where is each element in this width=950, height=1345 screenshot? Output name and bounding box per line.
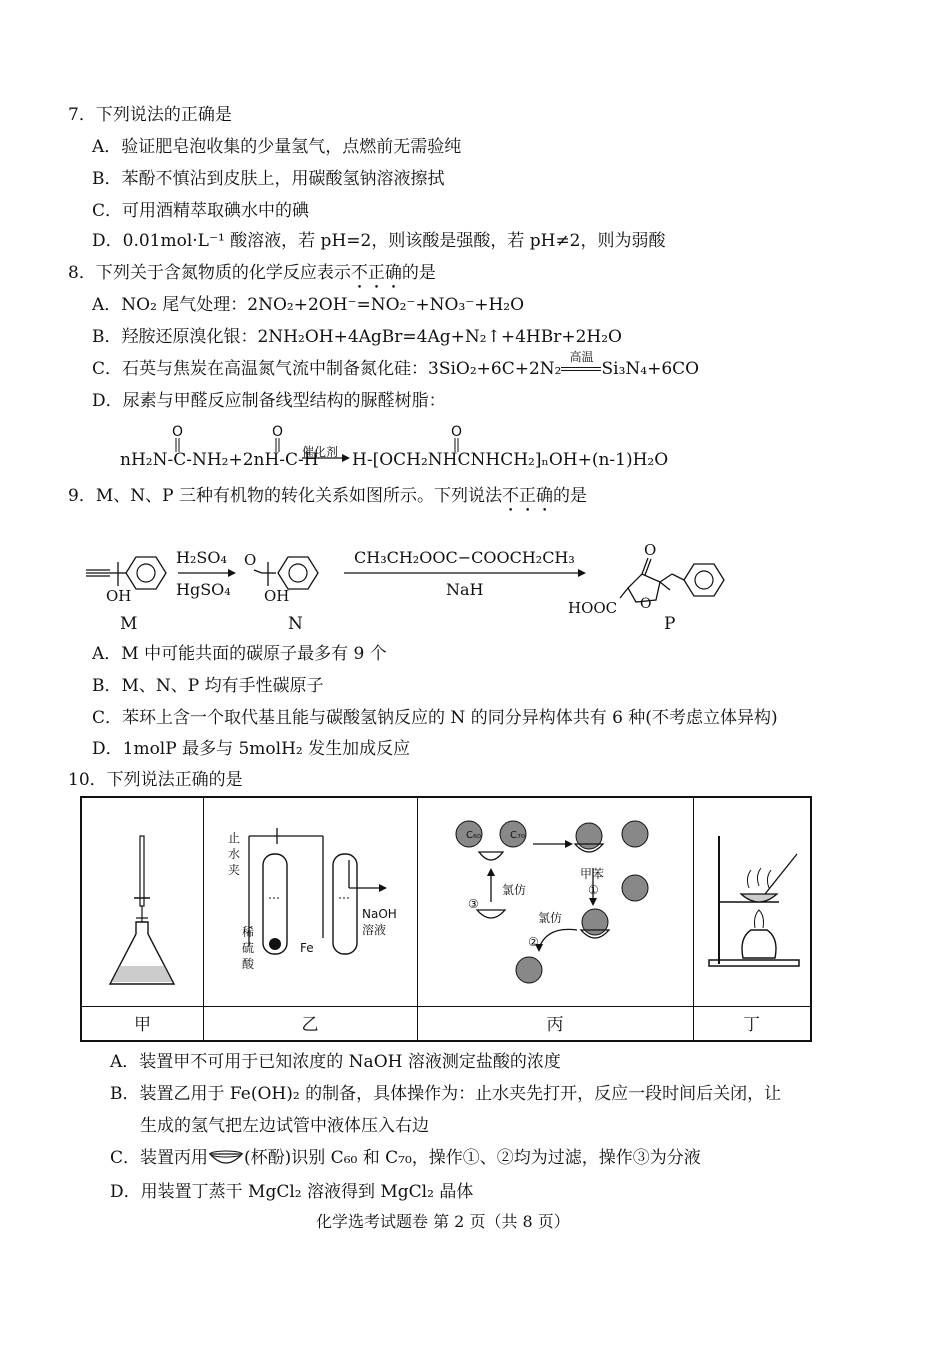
q9-stem <box>68 484 587 516</box>
q8-stem-emphasis: 不正确 <box>350 263 402 283</box>
acid-label-1: 稀 <box>242 925 255 939</box>
chloroform-label-a: 氯仿 <box>502 883 527 897</box>
cell-label-bing: 丙 <box>546 1015 564 1035</box>
reagent-nah: NaH <box>446 580 484 599</box>
n-oh: OH <box>264 587 290 605</box>
q10-option-b-2: 生成的氢气把左边试管中液体压入右边 <box>140 1116 429 1136</box>
c60-label: C₆₀ <box>466 830 481 841</box>
q7-option-c: C．可用酒精萃取碘水中的碘 <box>92 201 310 221</box>
equation-bonds <box>0 0 950 500</box>
step-1-label: ① <box>588 883 599 897</box>
q10-option-c-pre: C．装置丙用 <box>110 1148 209 1168</box>
q10-option-b-1: B．装置乙用于 Fe(OH)₂ 的制备，具体操作为：止水夹先打开，反应一段时间后关闭，让 <box>110 1084 782 1104</box>
n-carbonyl-o: O <box>244 551 257 569</box>
q8-option-a: A．NO₂ 尾气处理：2NO₂+2OH⁻=NO₂⁻+NO₃⁻+H₂O <box>92 295 525 315</box>
calixarene-icon <box>208 1150 244 1168</box>
clamp-label-1: 止 <box>228 831 241 845</box>
q8-equation-left: nH₂N-C-NH₂+2nH-C-H <box>120 450 319 470</box>
q7-option-a: A．验证肥皂泡收集的少量氢气，点燃前无需验纯 <box>92 137 462 157</box>
acid-label-3: 酸 <box>242 957 255 971</box>
q8-stem-pre: 8．下列关于含氮物质的化学反应表示 <box>68 263 351 283</box>
p-hooc: HOOC <box>568 599 618 617</box>
apparatus-table <box>80 796 812 1042</box>
q10-option-c <box>110 1146 701 1170</box>
fe-label: Fe <box>300 941 314 955</box>
q10-option-c-post: (杯酚)识别 C₆₀ 和 C₇₀，操作①、②均为过滤，操作③为分液 <box>244 1148 701 1168</box>
cell-label-jia: 甲 <box>134 1015 151 1035</box>
q7-option-d: D．0.01mol·L⁻¹ 酸溶液，若 pH=2，则该酸是强酸，若 pH≠2，则为弱酸 <box>92 231 666 251</box>
q10-option-d: D．用装置丁蒸干 MgCl₂ 溶液得到 MgCl₂ 晶体 <box>110 1182 474 1202</box>
q8-option-c-pre: C．石英与焦炭在高温氮气流中制备氮化硅：3SiO₂+6C+2N₂ <box>92 359 562 379</box>
q7-stem: 7．下列说法的正确是 <box>68 105 232 125</box>
label-m: M <box>120 614 138 634</box>
q9-stem-post: 的是 <box>552 486 587 506</box>
q9-option-d: D．1molP 最多与 5molH₂ 发生加成反应 <box>92 739 411 759</box>
clamp-label-3: 夹 <box>228 863 241 877</box>
toluene-label: 甲苯 <box>580 867 605 881</box>
page-footer: 化学选考试题卷 第 2 页（共 8 页） <box>316 1212 570 1231</box>
q8-option-d: D．尿素与甲醛反应制备线型结构的脲醛树脂： <box>92 391 446 411</box>
step-2-label: ② <box>528 935 539 949</box>
reagent-hgso4: HgSO₄ <box>176 580 231 599</box>
step-3-label: ③ <box>468 897 479 911</box>
p-carbonyl-o: O <box>644 541 657 559</box>
q8-stem-post: 的是 <box>401 263 436 283</box>
reagent-h2so4: H₂SO₄ <box>176 548 227 567</box>
q7-option-b: B．苯酚不慎沾到皮肤上，用碳酸氢钠溶液擦拭 <box>92 169 445 189</box>
q8-option-b: B．羟胺还原溴化银：2NH₂OH+4AgBr=4Ag+N₂↑+4HBr+2H₂O <box>92 327 622 347</box>
apparatus-jia <box>82 798 203 1006</box>
catalyst-label: 催化剂 <box>302 445 339 459</box>
q8-equation-right: H-[OCH₂NHCNHCH₂]ₙOH+(n-1)H₂O <box>352 450 669 470</box>
carbonyl-o-1: O <box>172 424 184 440</box>
chloroform-label-b: 氯仿 <box>538 911 563 925</box>
apparatus-bing <box>417 798 693 1006</box>
cell-label-yi: 乙 <box>301 1015 319 1035</box>
p-ring-o: O <box>640 596 652 612</box>
cell-label-ding: 丁 <box>743 1015 760 1035</box>
naoh-label-2: 溶液 <box>362 923 387 937</box>
acid-label-2: 硫 <box>242 941 255 955</box>
q10-stem: 10．下列说法正确的是 <box>68 770 243 790</box>
q9-option-c: C．苯环上含一个取代基且能与碳酸氢钠反应的 N 的同分异构体共有 6 种(不考虑立体异构) <box>92 708 778 728</box>
apparatus-ding <box>693 798 810 1006</box>
clamp-label-2: 水 <box>228 847 241 861</box>
m-oh: OH <box>106 587 132 605</box>
naoh-label-1: NaOH <box>362 907 397 921</box>
q10-option-a: A．装置甲不可用于已知浓度的 NaOH 溶液测定盐酸的浓度 <box>110 1052 561 1072</box>
carbonyl-o-3: O <box>451 424 463 440</box>
label-p: P <box>664 614 676 634</box>
label-n: N <box>288 614 303 634</box>
q8-option-c-post: Si₃N₄+6CO <box>601 359 700 379</box>
high-temp-condition: 高温 <box>569 350 594 364</box>
carbonyl-o-2: O <box>272 424 284 440</box>
q9-option-a: A．M 中可能共面的碳原子最多有 9 个 <box>92 644 387 664</box>
q9-option-b: B．M、N、P 均有手性碳原子 <box>92 676 324 696</box>
q9-stem-pre: 9．M、N、P 三种有机物的转化关系如图所示。下列说法 <box>68 486 502 506</box>
c70-label: C₇₀ <box>510 830 525 841</box>
reagent-diethyl-oxalate: CH₃CH₂OOC−COOCH₂CH₃ <box>354 548 575 567</box>
q9-stem-emphasis: 不正确 <box>501 486 553 506</box>
